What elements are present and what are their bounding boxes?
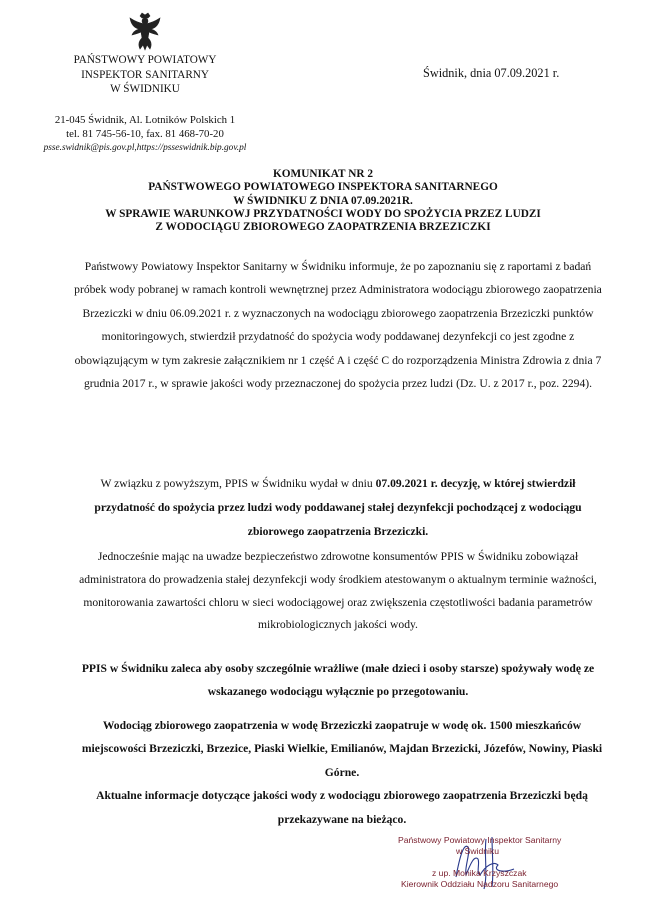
updates-text: Aktualne informacje dotyczące jakości wody z wodociągu zbiorowego zaopatrzenia Brzeziczki będą przekazywane na bieżąco. [96,789,588,826]
decision-lead: W związku z powyższym, PPIS w Świdniku wydał w dniu [100,477,376,490]
issuer-line-1: PAŃSTWOWY POWIATOWY [73,54,217,66]
signature-line-4: Kierownik Oddziału Nadzoru Sanitarnego [401,879,559,889]
title-line-4: W SPRAWIE WARUNKOWJ PRZYDATNOŚCI WODY DO SPOŻYCIA PRZEZ LUDZI [105,207,541,220]
title-line-5: Z WODOCIĄGU ZBIOROWEGO ZAOPATRZENIA BRZEZICZKI [155,221,491,234]
paragraph-findings: Państwowy Powiatowy Inspektor Sanitarny w Świdniku informuje, że po zapoznaniu się z raportami z badań próbek wody pobranej w ramach kontroli wewnętrznej przez Administratora wodociągu zbiorowego zaopatrzenia Brzeziczki w dniu 06.09.2021 r. z wyznaczonych na wodociągu zbiorowego zaopatrzenia Brzeziczki punktów monitoringowych, stwierdził przydatność do spożycia wody poddawanej dezynfekcji co jest zgodne z obowiązującym w tym zakresie załącznikiem nr 1 część A i część C do rozporządzenia Ministra Zdrowia z dnia 7 grudnia 2017 r., w sprawie jakości wody przeznaczonej do spożycia przez ludzi (Dz. U. z 2017 r., poz. 2294). [74,260,602,391]
paragraph-coverage [72,714,612,831]
issuer-header [40,53,250,97]
address-street: 21-045 Świdnik, Al. Lotników Polskich 1 [54,114,236,126]
document-date: Świdnik, dnia 07.09.2021 r. [423,66,560,80]
issuer-address [40,113,250,155]
announcement-title [30,168,616,234]
title-line-1: KOMUNIKAT NR 2 [272,168,373,180]
title-line-3: W ŚWIDNIKU Z DNIA 07.09.2021R. [233,194,413,207]
address-contact: psse.swidnik@pis.gov.pl,https://psseswidnik.bip.gov.pl [43,143,247,153]
address-phone: tel. 81 745-56-10, fax. 81 468-70-20 [66,128,224,140]
signature-line-3: z up. Monika Krzyszczak [432,868,527,878]
polish-eagle-emblem-icon [128,12,162,52]
decision-bold: 07.09.2021 r. decyzję, w której stwierdził przydatność do spożycia przez ludzi wody poddawanej stałej dezynfekcji pochodzącej z wodociągu zbiorowego zaopatrzenia Brzeziczki. [94,477,582,538]
signature-line-2: w Świdniku [456,846,499,856]
signature-line-1: Państwowy Powiatowy Inspektor Sanitarny [398,835,562,845]
paragraph-obligations: Jednocześnie mając na uwadze bezpieczeństwo zdrowotne konsumentów PPIS w Świdniku zobowiązał administratora do prowadzenia stałej dezynfekcji wody środkiem atestowanym o aktualnym terminie ważności, monitorowania zawartości chloru w sieci wodociągowej oraz zwiększenia częstotliwości badania parametrów mikrobiologicznych jakości wody. [79,550,597,632]
issuer-line-3: W ŚWIDNIKU [110,83,180,95]
paragraph-decision [70,472,606,543]
issuer-line-2: INSPEKTOR SANITARNY [81,68,209,81]
paragraph-recommendation: PPIS w Świdniku zaleca aby osoby szczególnie wrażliwe (małe dzieci i osoby starsze) spożywały wodę ze wskazanego wodociągu wyłącznie po przegotowaniu. [81,662,595,698]
coverage-text: Wodociąg zbiorowego zaopatrzenia w wodę Brzeziczki zaopatruje w wodę ok. 1500 mieszkańców miejscowości Brzeziczki, Brzezice, Piaski Wielkie, Emilianów, Majdan Brzezicki, Józefów, Nowiny, Piaski Górne. [81,719,603,779]
title-line-2: PAŃSTWOWEGO POWIATOWEGO INSPEKTORA SANITARNEGO [148,181,498,194]
